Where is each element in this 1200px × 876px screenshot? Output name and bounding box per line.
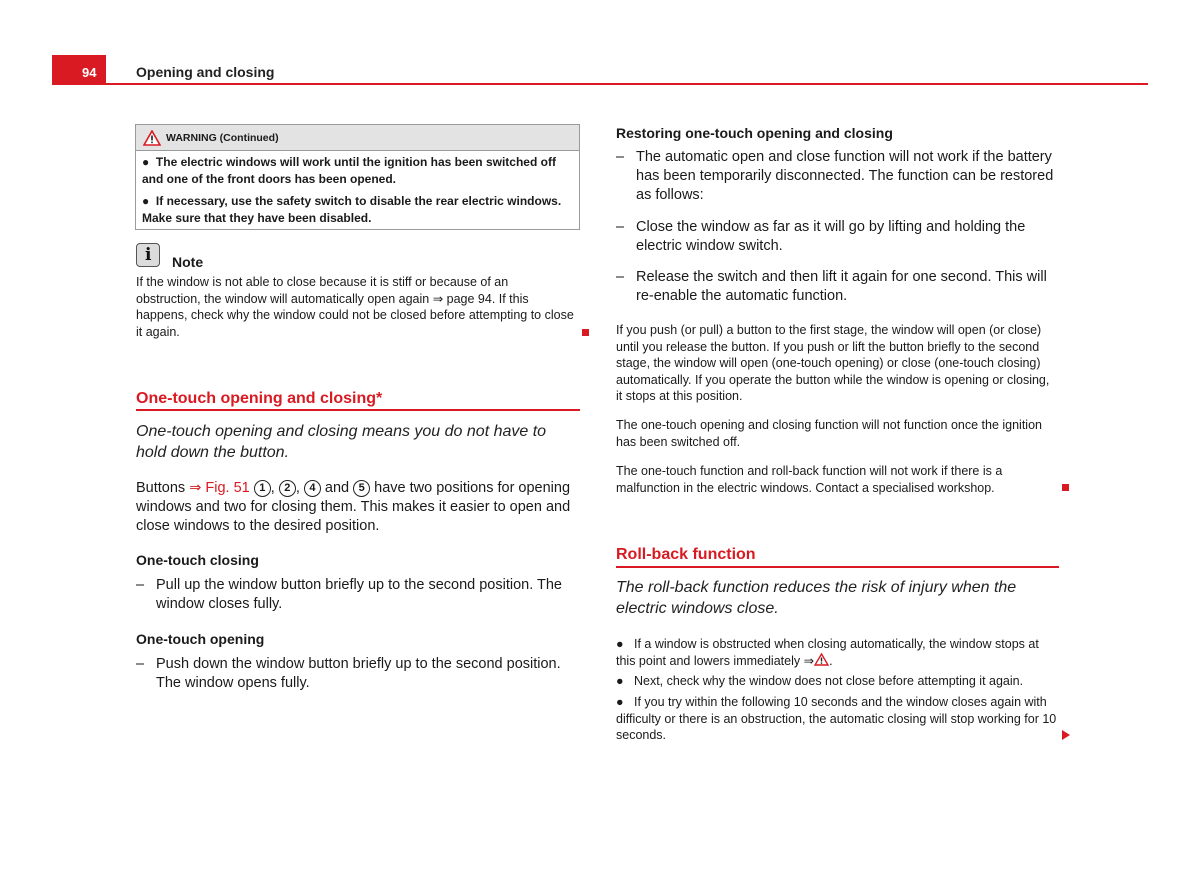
buttons-paragraph: Buttons ⇒ Fig. 51 1 , 2 , 4 and 5 have two positions for opening windows and two for closing them. This makes it easier to open and close windows to the desired position. <box>136 480 571 534</box>
button-callout-1: 1 <box>254 480 271 497</box>
one-touch-opening-title: One-touch opening <box>136 631 265 647</box>
roll-back-bullet-3: ● If you try within the following 10 seconds and the window closes again with difficulty or there is an obstruction, the automatic closing will stop working for 10 seconds. <box>616 695 1057 743</box>
restoring-paragraph-3: The one-touch function and roll-back function will not work if there is a malfunction in the electric windows. Contact a specialised workshop. <box>616 464 1003 495</box>
continued-arrow-icon <box>1062 730 1070 740</box>
roll-back-lead: The roll-back function reduces the risk of injury when the electric windows close. <box>616 579 1017 617</box>
section-rule <box>616 566 1059 568</box>
section-rule <box>136 409 580 411</box>
warning-header <box>136 125 579 151</box>
restoring-paragraph-2: The one-touch opening and closing function will not function once the ignition has been switched off. <box>616 418 1042 449</box>
one-touch-closing-title: One-touch closing <box>136 552 259 568</box>
button-callout-4: 4 <box>304 480 321 497</box>
page-number: 94 <box>82 65 97 80</box>
fig-ref-link[interactable]: ⇒ Fig. 51 <box>189 480 250 496</box>
button-callout-2: 2 <box>279 480 296 497</box>
one-touch-lead: One-touch opening and closing means you do not have to hold down the button. <box>136 423 547 461</box>
roll-back-bullet-2: ● Next, check why the window does not close before attempting it again. <box>616 674 1024 688</box>
roll-back-bullet-1: ● If a window is obstructed when closing automatically, the window stops at this point and lowers immediately ⇒ . <box>616 637 1039 668</box>
section-end-marker <box>1062 484 1069 491</box>
section-end-marker <box>582 329 589 336</box>
warning-body <box>136 151 579 227</box>
warning-triangle-icon <box>143 130 161 146</box>
section-title-one-touch: One-touch opening and closing* <box>136 390 383 407</box>
chapter-title: Opening and closing <box>136 64 275 80</box>
section-title-roll-back: Roll-back function <box>616 546 756 563</box>
note-text: If the window is not able to close because it is stiff or because of an obstruction, the window will automatically open again ⇒ page 94. If this happens, check why the window could not be closed before attempting to close it again. <box>136 275 574 339</box>
header-rule <box>52 83 1148 85</box>
warning-triangle-icon <box>814 653 829 666</box>
restoring-title: Restoring one-touch opening and closing <box>616 125 893 141</box>
warning-item: ● The electric windows will work until the ignition has been switched off and one of the front doors has been opened. <box>142 155 556 186</box>
warning-item: ● If necessary, use the safety switch to disable the rear electric windows. Make sure that they have been disabled. <box>142 194 562 225</box>
note-title: Note <box>172 254 204 270</box>
warning-title: WARNING (Continued) <box>166 132 279 144</box>
info-icon: i <box>136 243 160 267</box>
warning-box <box>135 124 580 230</box>
restoring-paragraph-1: If you push (or pull) a button to the first stage, the window will open (or close) until you release the button. If you push or lift the button briefly to the second stage, the window will open (one-touch opening) or close (one-touch closing) automatically. If you operate the button while the window is opening or closing, it stops at this position. <box>616 323 1050 404</box>
button-callout-5: 5 <box>353 480 370 497</box>
page-number-box <box>52 55 106 85</box>
